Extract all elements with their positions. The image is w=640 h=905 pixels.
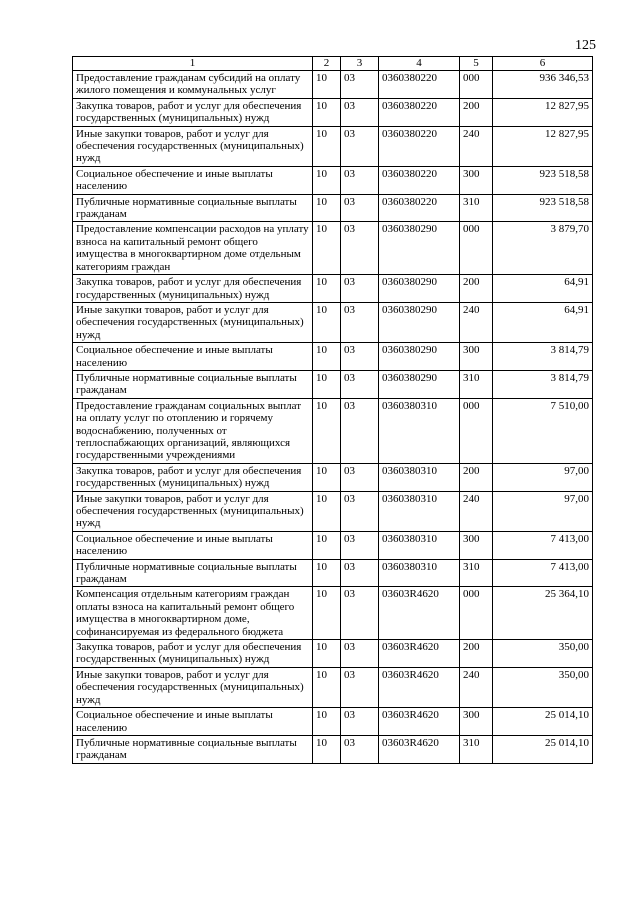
expense-type-cell: 200: [460, 640, 493, 668]
section-code-cell: 10: [313, 370, 341, 398]
expense-name-cell: Иные закупки товаров, работ и услуг для обеспечения государственных (муниципальных) нужд: [73, 126, 313, 166]
target-article-cell: 0360380310: [379, 463, 460, 491]
amount-cell: 3 814,79: [493, 343, 593, 371]
expense-name-cell: Закупка товаров, работ и услуг для обеспечения государственных (муниципальных) нужд: [73, 640, 313, 668]
expense-type-cell: 200: [460, 463, 493, 491]
target-article-cell: 0360380290: [379, 370, 460, 398]
target-article-cell: 0360380220: [379, 71, 460, 99]
section-code-cell: 10: [313, 343, 341, 371]
expense-name-cell: Закупка товаров, работ и услуг для обеспечения государственных (муниципальных) нужд: [73, 463, 313, 491]
expense-type-cell: 240: [460, 302, 493, 342]
amount-cell: 3 814,79: [493, 370, 593, 398]
expense-type-cell: 310: [460, 194, 493, 222]
target-article-cell: 0360380290: [379, 222, 460, 275]
table-row: [73, 531, 593, 559]
expense-name-cell: Социальное обеспечение и иные выплаты населению: [73, 166, 313, 194]
section-code-cell: 10: [313, 398, 341, 463]
table-body: [73, 71, 593, 764]
amount-cell: 25 014,10: [493, 735, 593, 763]
section-code-cell: 10: [313, 222, 341, 275]
subsection-code-cell: 03: [341, 531, 379, 559]
subsection-code-cell: 03: [341, 640, 379, 668]
target-article-cell: 03603R4620: [379, 587, 460, 640]
column-header-4: 4: [379, 57, 460, 71]
expense-type-cell: 240: [460, 491, 493, 531]
section-code-cell: 10: [313, 126, 341, 166]
section-code-cell: 10: [313, 708, 341, 736]
amount-cell: 25 014,10: [493, 708, 593, 736]
table-row: [73, 667, 593, 707]
table-row: [73, 398, 593, 463]
target-article-cell: 0360380290: [379, 343, 460, 371]
section-code-cell: 10: [313, 194, 341, 222]
amount-cell: 350,00: [493, 667, 593, 707]
expense-type-cell: 300: [460, 343, 493, 371]
table-row: [73, 343, 593, 371]
target-article-cell: 0360380310: [379, 491, 460, 531]
budget-table: [72, 56, 593, 764]
expense-type-cell: 310: [460, 735, 493, 763]
subsection-code-cell: 03: [341, 194, 379, 222]
expense-name-cell: Предоставление гражданам социальных выплат на оплату услуг по отоплению и горячему водоснабжению, полученных от теплоспабжающих организаций, являющихся государственными учреждениями: [73, 398, 313, 463]
target-article-cell: 0360380310: [379, 559, 460, 587]
subsection-code-cell: 03: [341, 343, 379, 371]
section-code-cell: 10: [313, 667, 341, 707]
target-article-cell: 0360380310: [379, 531, 460, 559]
table-row: [73, 708, 593, 736]
subsection-code-cell: 03: [341, 71, 379, 99]
subsection-code-cell: 03: [341, 166, 379, 194]
target-article-cell: 0360380220: [379, 98, 460, 126]
subsection-code-cell: 03: [341, 587, 379, 640]
table-row: [73, 126, 593, 166]
subsection-code-cell: 03: [341, 275, 379, 303]
subsection-code-cell: 03: [341, 370, 379, 398]
expense-type-cell: 300: [460, 166, 493, 194]
amount-cell: 25 364,10: [493, 587, 593, 640]
section-code-cell: 10: [313, 275, 341, 303]
table-row: [73, 222, 593, 275]
subsection-code-cell: 03: [341, 98, 379, 126]
table-row: [73, 735, 593, 763]
section-code-cell: 10: [313, 735, 341, 763]
table-row: [73, 275, 593, 303]
expense-type-cell: 000: [460, 587, 493, 640]
amount-cell: 350,00: [493, 640, 593, 668]
column-header-2: 2: [313, 57, 341, 71]
target-article-cell: 0360380290: [379, 302, 460, 342]
expense-name-cell: Закупка товаров, работ и услуг для обеспечения государственных (муниципальных) нужд: [73, 275, 313, 303]
amount-cell: 12 827,95: [493, 98, 593, 126]
page-number: 125: [575, 38, 596, 53]
amount-cell: 3 879,70: [493, 222, 593, 275]
expense-name-cell: Предоставление компенсации расходов на уплату взноса на капитальный ремонт общего имущества в многоквартирном доме отдельным категориям граждан: [73, 222, 313, 275]
expense-name-cell: Социальное обеспечение и иные выплаты населению: [73, 343, 313, 371]
subsection-code-cell: 03: [341, 735, 379, 763]
expense-type-cell: 300: [460, 708, 493, 736]
expense-type-cell: 000: [460, 398, 493, 463]
table-row: [73, 559, 593, 587]
amount-cell: 64,91: [493, 275, 593, 303]
section-code-cell: 10: [313, 98, 341, 126]
target-article-cell: 03603R4620: [379, 708, 460, 736]
section-code-cell: 10: [313, 531, 341, 559]
expense-type-cell: 240: [460, 126, 493, 166]
subsection-code-cell: 03: [341, 126, 379, 166]
expense-name-cell: Закупка товаров, работ и услуг для обеспечения государственных (муниципальных) нужд: [73, 98, 313, 126]
amount-cell: 64,91: [493, 302, 593, 342]
target-article-cell: 0360380220: [379, 166, 460, 194]
table-row: [73, 640, 593, 668]
amount-cell: 7 413,00: [493, 559, 593, 587]
amount-cell: 97,00: [493, 463, 593, 491]
expense-type-cell: 310: [460, 559, 493, 587]
table-row: [73, 587, 593, 640]
target-article-cell: 0360380220: [379, 126, 460, 166]
section-code-cell: 10: [313, 640, 341, 668]
column-header-3: 3: [341, 57, 379, 71]
section-code-cell: 10: [313, 587, 341, 640]
expense-name-cell: Компенсация отдельным категориям граждан оплаты взноса на капитальный ремонт общего имущества в многоквартирном доме, софинансируемая из федерального бюджета: [73, 587, 313, 640]
expense-type-cell: 000: [460, 71, 493, 99]
expense-name-cell: Публичные нормативные социальные выплаты гражданам: [73, 194, 313, 222]
expense-name-cell: Публичные нормативные социальные выплаты гражданам: [73, 559, 313, 587]
table-row: [73, 370, 593, 398]
target-article-cell: 0360380290: [379, 275, 460, 303]
amount-cell: 7 413,00: [493, 531, 593, 559]
subsection-code-cell: 03: [341, 222, 379, 275]
table-row: [73, 302, 593, 342]
expense-type-cell: 200: [460, 98, 493, 126]
expense-type-cell: 240: [460, 667, 493, 707]
expense-name-cell: Социальное обеспечение и иные выплаты населению: [73, 708, 313, 736]
expense-type-cell: 300: [460, 531, 493, 559]
target-article-cell: 03603R4620: [379, 640, 460, 668]
expense-name-cell: Публичные нормативные социальные выплаты гражданам: [73, 735, 313, 763]
target-article-cell: 03603R4620: [379, 667, 460, 707]
table-row: [73, 463, 593, 491]
section-code-cell: 10: [313, 302, 341, 342]
expense-name-cell: Публичные нормативные социальные выплаты гражданам: [73, 370, 313, 398]
expense-name-cell: Социальное обеспечение и иные выплаты населению: [73, 531, 313, 559]
amount-cell: 7 510,00: [493, 398, 593, 463]
table-row: [73, 194, 593, 222]
table-header: [73, 57, 593, 71]
subsection-code-cell: 03: [341, 708, 379, 736]
target-article-cell: 0360380310: [379, 398, 460, 463]
section-code-cell: 10: [313, 71, 341, 99]
amount-cell: 12 827,95: [493, 126, 593, 166]
column-header-5: 5: [460, 57, 493, 71]
header-row: [73, 57, 593, 71]
amount-cell: 923 518,58: [493, 166, 593, 194]
expense-name-cell: Предоставление гражданам субсидий на оплату жилого помещения и коммунальных услуг: [73, 71, 313, 99]
subsection-code-cell: 03: [341, 559, 379, 587]
subsection-code-cell: 03: [341, 667, 379, 707]
subsection-code-cell: 03: [341, 398, 379, 463]
table-row: [73, 491, 593, 531]
section-code-cell: 10: [313, 491, 341, 531]
subsection-code-cell: 03: [341, 463, 379, 491]
subsection-code-cell: 03: [341, 491, 379, 531]
expense-name-cell: Иные закупки товаров, работ и услуг для обеспечения государственных (муниципальных) нужд: [73, 302, 313, 342]
section-code-cell: 10: [313, 463, 341, 491]
table-row: [73, 98, 593, 126]
table-row: [73, 166, 593, 194]
expense-type-cell: 000: [460, 222, 493, 275]
target-article-cell: 0360380220: [379, 194, 460, 222]
amount-cell: 936 346,53: [493, 71, 593, 99]
expense-type-cell: 310: [460, 370, 493, 398]
amount-cell: 97,00: [493, 491, 593, 531]
table-row: [73, 71, 593, 99]
subsection-code-cell: 03: [341, 302, 379, 342]
amount-cell: 923 518,58: [493, 194, 593, 222]
section-code-cell: 10: [313, 559, 341, 587]
column-header-1: 1: [73, 57, 313, 71]
section-code-cell: 10: [313, 166, 341, 194]
target-article-cell: 03603R4620: [379, 735, 460, 763]
expense-type-cell: 200: [460, 275, 493, 303]
column-header-6: 6: [493, 57, 593, 71]
expense-name-cell: Иные закупки товаров, работ и услуг для обеспечения государственных (муниципальных) нужд: [73, 491, 313, 531]
expense-name-cell: Иные закупки товаров, работ и услуг для обеспечения государственных (муниципальных) нужд: [73, 667, 313, 707]
